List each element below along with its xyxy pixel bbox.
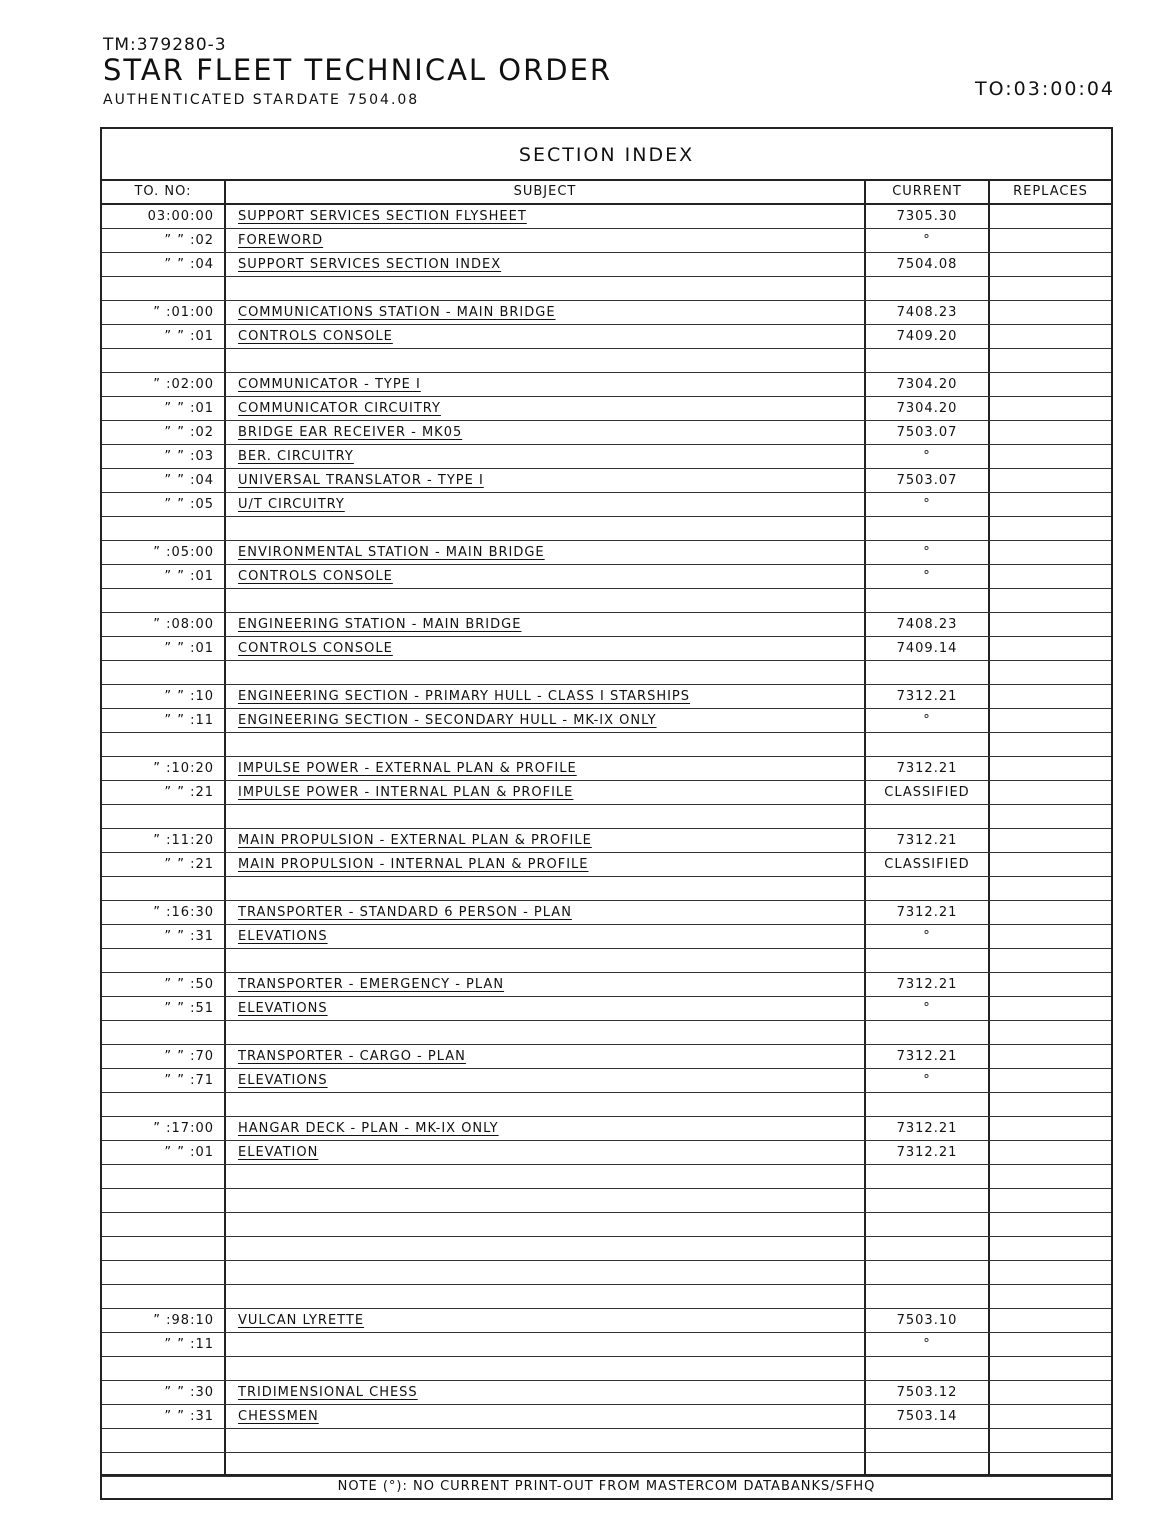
table-row [102, 1045, 1111, 1069]
subject-cell: CONTROLS CONSOLE [226, 565, 866, 588]
subject-cell [226, 1333, 866, 1356]
to-number-cell: ” ” :11 [102, 1333, 226, 1356]
subject-cell [226, 1165, 866, 1188]
subject-cell: TRANSPORTER - EMERGENCY - PLAN [226, 973, 866, 996]
table-row [102, 1165, 1111, 1189]
to-number-cell: ” ” :50 [102, 973, 226, 996]
table-row [102, 1285, 1111, 1309]
to-number-cell: ” ” :71 [102, 1069, 226, 1092]
current-cell: 7304.20 [866, 373, 990, 396]
current-cell: ° [866, 1333, 990, 1356]
current-cell: 7312.21 [866, 1117, 990, 1140]
current-cell: 7503.10 [866, 1309, 990, 1332]
current-cell: 7503.12 [866, 1381, 990, 1404]
to-number-cell: ” ” :01 [102, 1141, 226, 1164]
table-row [102, 685, 1111, 709]
to-number-cell [102, 1165, 226, 1188]
subject-cell [226, 805, 866, 828]
subject-cell [226, 1285, 866, 1308]
replaces-cell [990, 925, 1111, 948]
replaces-cell [990, 973, 1111, 996]
replaces-cell [990, 253, 1111, 276]
replaces-cell [990, 541, 1111, 564]
replaces-cell [990, 1141, 1111, 1164]
to-number-cell [102, 1453, 226, 1476]
table-row [102, 733, 1111, 757]
subject-cell [226, 733, 866, 756]
table-row [102, 397, 1111, 421]
replaces-cell [990, 733, 1111, 756]
to-number-cell: ” ” :01 [102, 397, 226, 420]
current-cell [866, 1453, 990, 1476]
to-number-cell [102, 1357, 226, 1380]
replaces-cell [990, 1189, 1111, 1212]
table-row [102, 469, 1111, 493]
to-number-cell [102, 589, 226, 612]
current-cell [866, 1237, 990, 1260]
to-number-cell [102, 1021, 226, 1044]
replaces-cell [990, 301, 1111, 324]
to-number-cell [102, 1429, 226, 1452]
to-number-cell [102, 277, 226, 300]
table-row [102, 229, 1111, 253]
footnote: NOTE (°): NO CURRENT PRINT-OUT FROM MASTERCOM DATABANKS/SFHQ [102, 1474, 1111, 1498]
table-row [102, 277, 1111, 301]
column-header-subject: SUBJECT [226, 181, 866, 203]
subject-cell: TRIDIMENSIONAL CHESS [226, 1381, 866, 1404]
table-row [102, 325, 1111, 349]
table-row [102, 301, 1111, 325]
to-number-cell: ” ” :21 [102, 853, 226, 876]
replaces-cell [990, 397, 1111, 420]
current-cell [866, 733, 990, 756]
subject-cell: ELEVATIONS [226, 1069, 866, 1092]
current-cell [866, 949, 990, 972]
replaces-cell [990, 1069, 1111, 1092]
table-row [102, 1405, 1111, 1429]
to-number-cell [102, 877, 226, 900]
to-number-cell: ” ” :21 [102, 781, 226, 804]
column-header-replaces: REPLACES [1013, 184, 1088, 199]
subject-cell: ENGINEERING SECTION - PRIMARY HULL - CLASS I STARSHIPS [226, 685, 866, 708]
current-cell: ° [866, 1069, 990, 1092]
to-number-cell: ” ” :10 [102, 685, 226, 708]
table-row [102, 637, 1111, 661]
table-row [102, 1309, 1111, 1333]
to-number-cell [102, 1093, 226, 1116]
subject-cell: HANGAR DECK - PLAN - MK-IX ONLY [226, 1117, 866, 1140]
subject-cell [226, 277, 866, 300]
subject-cell: ELEVATION [226, 1141, 866, 1164]
current-cell [866, 1093, 990, 1116]
table-row [102, 925, 1111, 949]
to-number-cell: ” ” :03 [102, 445, 226, 468]
subject-cell: ENGINEERING STATION - MAIN BRIDGE [226, 613, 866, 636]
current-cell [866, 1357, 990, 1380]
replaces-cell [990, 1261, 1111, 1284]
table-row [102, 781, 1111, 805]
table-row [102, 829, 1111, 853]
replaces-cell [990, 469, 1111, 492]
replaces-cell [990, 1453, 1111, 1476]
table-row [102, 373, 1111, 397]
subject-cell: BER. CIRCUITRY [226, 445, 866, 468]
current-cell: 7504.08 [866, 253, 990, 276]
index-rows [102, 205, 1111, 1477]
subject-cell: CHESSMEN [226, 1405, 866, 1428]
to-number-cell: ” :11:20 [102, 829, 226, 852]
subject-cell: ENVIRONMENTAL STATION - MAIN BRIDGE [226, 541, 866, 564]
to-number-cell: ” :10:20 [102, 757, 226, 780]
table-row [102, 1117, 1111, 1141]
replaces-cell [990, 1309, 1111, 1332]
current-cell [866, 1165, 990, 1188]
replaces-cell [990, 805, 1111, 828]
to-number-cell: ” ” :31 [102, 1405, 226, 1428]
subject-cell: U/T CIRCUITRY [226, 493, 866, 516]
subject-cell [226, 1213, 866, 1236]
to-number-cell [102, 1237, 226, 1260]
section-index-table [100, 127, 1113, 1500]
to-number-cell: ” ” :01 [102, 565, 226, 588]
subject-cell: FOREWORD [226, 229, 866, 252]
subject-cell: MAIN PROPULSION - EXTERNAL PLAN & PROFILE [226, 829, 866, 852]
table-row [102, 949, 1111, 973]
replaces-cell [990, 877, 1111, 900]
table-row [102, 1189, 1111, 1213]
table-row [102, 709, 1111, 733]
table-row [102, 421, 1111, 445]
replaces-cell [990, 1381, 1111, 1404]
to-number-cell: ” :02:00 [102, 373, 226, 396]
current-cell [866, 277, 990, 300]
table-row [102, 1141, 1111, 1165]
current-cell: ° [866, 565, 990, 588]
replaces-cell [990, 709, 1111, 732]
table-row [102, 805, 1111, 829]
to-number-cell [102, 661, 226, 684]
current-cell: CLASSIFIED [866, 781, 990, 804]
replaces-cell [990, 325, 1111, 348]
replaces-cell [990, 1429, 1111, 1452]
replaces-cell [990, 949, 1111, 972]
replaces-cell [990, 997, 1111, 1020]
subject-cell [226, 949, 866, 972]
table-row [102, 1429, 1111, 1453]
table-row [102, 349, 1111, 373]
current-cell [866, 1213, 990, 1236]
to-number-cell [102, 733, 226, 756]
tm-number: TM:379280-3 [103, 35, 227, 55]
table-row [102, 1213, 1111, 1237]
current-cell: 7304.20 [866, 397, 990, 420]
table-row [102, 493, 1111, 517]
table-row [102, 973, 1111, 997]
to-number-cell [102, 517, 226, 540]
to-number-cell [102, 1189, 226, 1212]
to-number-cell [102, 805, 226, 828]
table-row [102, 853, 1111, 877]
to-number-cell: ” ” :01 [102, 637, 226, 660]
subject-cell [226, 517, 866, 540]
current-cell: 7312.21 [866, 685, 990, 708]
to-number-cell: ” ” :05 [102, 493, 226, 516]
current-cell [866, 1021, 990, 1044]
current-cell: ° [866, 709, 990, 732]
replaces-cell [990, 205, 1111, 228]
replaces-cell [990, 685, 1111, 708]
current-cell: ° [866, 925, 990, 948]
current-cell [866, 1261, 990, 1284]
current-cell: 7409.20 [866, 325, 990, 348]
replaces-cell [990, 853, 1111, 876]
current-cell: ° [866, 997, 990, 1020]
replaces-cell [990, 493, 1111, 516]
table-row [102, 757, 1111, 781]
to-number-cell: ” ” :30 [102, 1381, 226, 1404]
replaces-cell [990, 517, 1111, 540]
subject-cell: UNIVERSAL TRANSLATOR - TYPE I [226, 469, 866, 492]
subject-cell: IMPULSE POWER - INTERNAL PLAN & PROFILE [226, 781, 866, 804]
subject-cell [226, 1453, 866, 1476]
table-row [102, 1333, 1111, 1357]
to-number-cell [102, 1213, 226, 1236]
to-reference: TO:03:00:04 [975, 78, 1115, 100]
replaces-cell [990, 661, 1111, 684]
current-cell [866, 661, 990, 684]
current-cell: 7312.21 [866, 973, 990, 996]
current-cell: 7503.07 [866, 469, 990, 492]
table-row [102, 1357, 1111, 1381]
replaces-cell [990, 1093, 1111, 1116]
replaces-cell [990, 637, 1111, 660]
current-cell [866, 517, 990, 540]
subject-cell: MAIN PROPULSION - INTERNAL PLAN & PROFILE [226, 853, 866, 876]
subject-cell: IMPULSE POWER - EXTERNAL PLAN & PROFILE [226, 757, 866, 780]
subject-cell [226, 349, 866, 372]
subject-cell [226, 1429, 866, 1452]
to-number-cell: ” ” :04 [102, 469, 226, 492]
to-number-cell: ” :05:00 [102, 541, 226, 564]
replaces-cell [990, 613, 1111, 636]
subject-cell: ENGINEERING SECTION - SECONDARY HULL - MK-IX ONLY [226, 709, 866, 732]
column-header-to-no: TO. NO: [102, 181, 226, 203]
current-cell: ° [866, 541, 990, 564]
current-cell: 7312.21 [866, 1045, 990, 1068]
table-row [102, 205, 1111, 229]
current-cell: 7312.21 [866, 757, 990, 780]
current-cell: ° [866, 229, 990, 252]
subject-cell [226, 877, 866, 900]
to-number-cell: ” ” :01 [102, 325, 226, 348]
replaces-cell [990, 781, 1111, 804]
subject-cell [226, 589, 866, 612]
current-cell: 7312.21 [866, 901, 990, 924]
replaces-cell [990, 565, 1111, 588]
subject-cell: ELEVATIONS [226, 925, 866, 948]
subject-cell: CONTROLS CONSOLE [226, 325, 866, 348]
replaces-cell [990, 1213, 1111, 1236]
replaces-cell [990, 1021, 1111, 1044]
to-number-cell [102, 949, 226, 972]
to-number-cell [102, 1285, 226, 1308]
current-cell [866, 349, 990, 372]
table-row [102, 1093, 1111, 1117]
replaces-cell [990, 1333, 1111, 1356]
subject-cell: COMMUNICATOR - TYPE I [226, 373, 866, 396]
to-number-cell: ” :16:30 [102, 901, 226, 924]
current-cell [866, 1429, 990, 1452]
replaces-cell [990, 1357, 1111, 1380]
document-title: STAR FLEET TECHNICAL ORDER [103, 53, 613, 87]
subject-cell [226, 1189, 866, 1212]
current-cell [866, 877, 990, 900]
table-row [102, 1237, 1111, 1261]
subject-cell [226, 1357, 866, 1380]
current-cell: 7408.23 [866, 301, 990, 324]
current-cell: 7503.14 [866, 1405, 990, 1428]
replaces-cell [990, 277, 1111, 300]
subject-cell: TRANSPORTER - CARGO - PLAN [226, 1045, 866, 1068]
current-cell: 7305.30 [866, 205, 990, 228]
current-cell: CLASSIFIED [866, 853, 990, 876]
authenticated-stardate: AUTHENTICATED STARDATE 7504.08 [103, 92, 420, 108]
subject-cell: SUPPORT SERVICES SECTION INDEX [226, 253, 866, 276]
table-row [102, 445, 1111, 469]
to-number-cell: ” ” :31 [102, 925, 226, 948]
to-number-cell: 03:00:00 [102, 205, 226, 228]
table-row [102, 613, 1111, 637]
subject-cell [226, 1261, 866, 1284]
current-cell: 7408.23 [866, 613, 990, 636]
replaces-cell [990, 1165, 1111, 1188]
current-cell [866, 805, 990, 828]
subject-cell [226, 1237, 866, 1260]
replaces-cell [990, 1405, 1111, 1428]
current-cell: 7312.21 [866, 829, 990, 852]
table-row [102, 901, 1111, 925]
current-cell [866, 589, 990, 612]
replaces-cell [990, 1285, 1111, 1308]
subject-cell [226, 1021, 866, 1044]
current-cell: 7503.07 [866, 421, 990, 444]
replaces-cell [990, 349, 1111, 372]
current-cell: ° [866, 493, 990, 516]
subject-cell: BRIDGE EAR RECEIVER - MK05 [226, 421, 866, 444]
to-number-cell: ” ” :02 [102, 421, 226, 444]
to-number-cell: ” :17:00 [102, 1117, 226, 1140]
replaces-cell [990, 757, 1111, 780]
to-number-cell: ” ” :70 [102, 1045, 226, 1068]
table-row [102, 1381, 1111, 1405]
to-number-cell: ” ” :51 [102, 997, 226, 1020]
replaces-cell [990, 229, 1111, 252]
table-row [102, 1069, 1111, 1093]
section-index-title: SECTION INDEX [102, 129, 1111, 181]
subject-cell: CONTROLS CONSOLE [226, 637, 866, 660]
subject-cell: ELEVATIONS [226, 997, 866, 1020]
subject-cell: COMMUNICATIONS STATION - MAIN BRIDGE [226, 301, 866, 324]
current-cell: ° [866, 445, 990, 468]
table-row [102, 541, 1111, 565]
to-number-cell: ” :01:00 [102, 301, 226, 324]
subject-cell [226, 1093, 866, 1116]
replaces-cell [990, 1237, 1111, 1260]
replaces-cell [990, 589, 1111, 612]
table-row [102, 997, 1111, 1021]
table-row [102, 877, 1111, 901]
table-row [102, 589, 1111, 613]
to-number-cell: ” ” :04 [102, 253, 226, 276]
table-row [102, 661, 1111, 685]
current-cell: 7409.14 [866, 637, 990, 660]
table-row [102, 1261, 1111, 1285]
subject-cell: TRANSPORTER - STANDARD 6 PERSON - PLAN [226, 901, 866, 924]
to-number-cell [102, 1261, 226, 1284]
replaces-cell [990, 445, 1111, 468]
replaces-cell [990, 421, 1111, 444]
replaces-cell [990, 829, 1111, 852]
document-header [103, 36, 612, 108]
replaces-cell [990, 373, 1111, 396]
table-row [102, 1021, 1111, 1045]
subject-cell: COMMUNICATOR CIRCUITRY [226, 397, 866, 420]
replaces-cell [990, 1045, 1111, 1068]
current-cell: 7312.21 [866, 1141, 990, 1164]
replaces-cell [990, 1117, 1111, 1140]
subject-cell [226, 661, 866, 684]
table-row [102, 253, 1111, 277]
column-header-current: CURRENT [866, 181, 990, 203]
to-number-cell: ” ” :02 [102, 229, 226, 252]
table-row [102, 565, 1111, 589]
to-number-cell: ” :98:10 [102, 1309, 226, 1332]
current-cell [866, 1285, 990, 1308]
column-header-row [102, 181, 1111, 205]
to-number-cell: ” :08:00 [102, 613, 226, 636]
to-number-cell [102, 349, 226, 372]
table-row [102, 517, 1111, 541]
replaces-cell [990, 901, 1111, 924]
to-number-cell: ” ” :11 [102, 709, 226, 732]
subject-cell: SUPPORT SERVICES SECTION FLYSHEET [226, 205, 866, 228]
current-cell [866, 1189, 990, 1212]
subject-cell: VULCAN LYRETTE [226, 1309, 866, 1332]
